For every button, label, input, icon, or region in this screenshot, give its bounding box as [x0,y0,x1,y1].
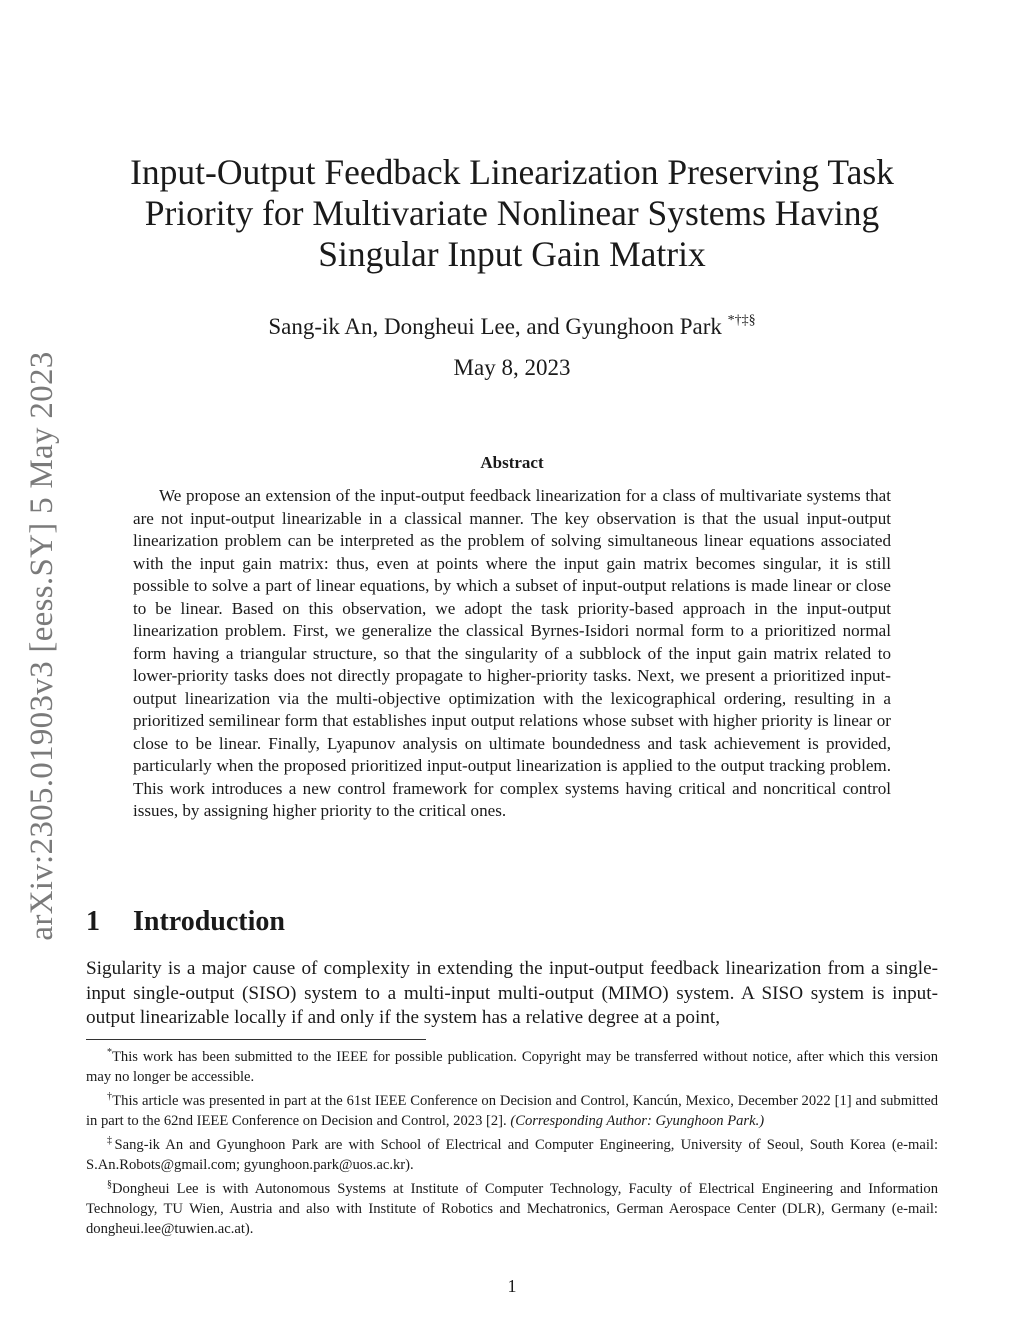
publication-date: May 8, 2023 [453,355,571,380]
author-footnote-marks: *†‡§ [727,313,756,328]
footnote-mark: † [107,1091,113,1102]
footnote-mark: * [107,1047,112,1058]
footnote-item [86,1087,938,1131]
arxiv-identifier: arXiv:2305.01903v3 [eess.SY] 5 May 2023 [24,351,60,941]
page-number: 1 [507,1276,517,1296]
author-list [86,306,938,342]
footnote-divider [86,1039,426,1040]
section-number: 1 [86,906,100,937]
footnote-text: Sang-ik An and Gyunghoon Park are with School of Electrical and Computer Engineering, University of Seoul, South Korea (e-mail: S.An.Robots@gmail.com; gyunghoon.park@uos.ac.kr). [86,1137,939,1173]
paper-title: Input-Output Feedback Linearization Preserving Task Priority for Multivariate Nonlinear Systems Having Singular Input Gain Matrix [130,152,894,274]
footnote-text: This article was presented in part at the 61st IEEE Conference on Decision and Control, Kancún, Mexico, December 2022 [1] and submitted in part to the 62nd IEEE Conference on Decision and Control, 2023 [2]. [86,1093,939,1129]
intro-paragraph: Sigularity is a major cause of complexity in extending the input-output feedback linearization from a single-input single-output (SISO) system to a multi-input multi-output (MIMO) system. A SISO system is input-output linearizable locally if and only if the system has a relative degree at a point, [86,958,938,1029]
author-names: Sang-ik An, Dongheui Lee, and Gyunghoon Park [268,314,722,339]
footnote-corresponding-author: (Corresponding Author: Gyunghoon Park.) [510,1113,765,1129]
footnote-mark: § [107,1179,112,1190]
footnote-text: This work has been submitted to the IEEE for possible publication. Copyright may be transferred without notice, after which this version may no longer be accessible. [86,1049,938,1085]
footnote-mark: ‡ [107,1135,115,1146]
section-heading [86,904,938,940]
section-title: Introduction [133,906,285,937]
footnote-text: Dongheui Lee is with Autonomous Systems at Institute of Computer Technology, Faculty of Electrical Engineering and Information Technology, TU Wien, Austria and also with Institute of Robotics and Mechatronics, German Aerospace Center (DLR), Germany (e-mail: dongheui.lee@tuwien.ac.at). [86,1181,938,1237]
footnotes [86,1043,938,1239]
footnote-item [86,1175,938,1239]
footnote-item [86,1043,938,1087]
abstract-heading: Abstract [480,453,544,472]
footnote-item [86,1131,938,1175]
abstract-text: We propose an extension of the input-output feedback linearization for a class of multivariate systems that are not input-output linearizable in a classical manner. The key observation is that the usual input-output linearization problem can be interpreted as the problem of solving simultaneous linear equations associated with the input gain matrix: thus, even at points where the input gain matrix becomes singular, it is still possible to solve a part of linear equations, by which a subset of input-output relations is made linear or close to be linear. Based on this observation, we adopt the task priority-based approach in the input-output linearization problem. First, we generalize the classical Byrnes-Isidori normal form to a prioritized normal form having a triangular structure, so that the singularity of a subblock of the input gain matrix related to lower-priority tasks does not directly propagate to higher-priority tasks. Next, we present a prioritized input-output linearization via the multi-objective optimization with the lexicographical ordering, resulting in a prioritized semilinear form that establishes input output relations whose subset with higher priority is linear or close to be linear. Finally, Lyapunov analysis on ultimate boundedness and task achievement is provided, particularly when the proposed prioritized input-output linearization is applied to the output tracking problem. This work introduces a new control framework for complex systems having critical and noncritical control issues, by assigning higher priority to the critical ones. [133,486,891,820]
